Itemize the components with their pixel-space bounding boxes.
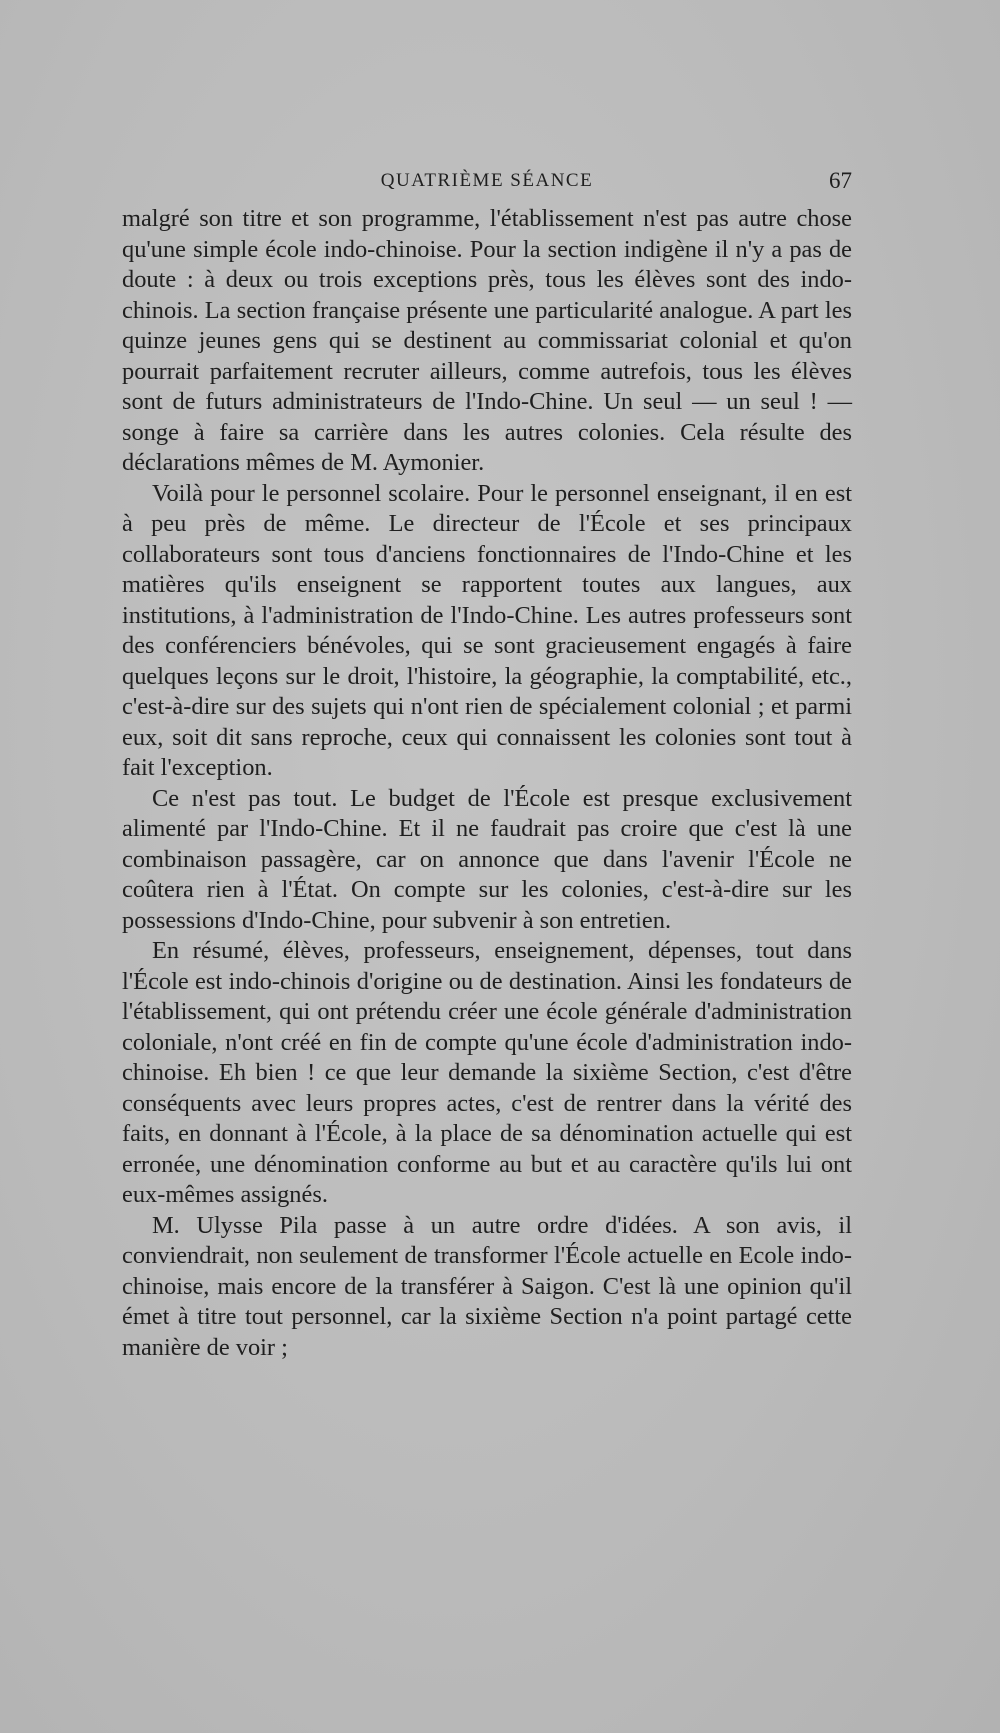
paragraph: Voilà pour le personnel scolaire. Pour le personnel enseignant, il en est à peu près de même. Le directeur de l'École et ses principaux collaborateurs sont tous d'anciens fonctionnaires de l'Indo-Chine et les matières qu'ils enseignent se rapportent toutes aux langues, aux institutions, à l'administration de l'Indo-Chine. Les autres professeurs sont des conférenciers bénévoles, qui se sont gracieusement engagés à faire quelques leçons sur le droit, l'histoire, la géographie, la comptabilité, etc., c'est-à-dire sur des sujets qui n'ont rien de spécialement colonial ; et parmi eux, soit dit sans reproche, ceux qui connaissent les colonies sont tout à fait l'exception. bbox=[122, 479, 852, 781]
running-head: QUATRIÈME SÉANCE bbox=[380, 170, 594, 191]
body-text bbox=[122, 204, 852, 1363]
page-number: 67 bbox=[829, 168, 852, 193]
paragraph: Ce n'est pas tout. Le budget de l'École est presque exclusivement alimenté par l'Indo-Chine. Et il ne faudrait pas croire que c'est là une combinaison passagère, car on annonce que dans l'avenir l'École ne coûtera rien à l'État. On compte sur les colonies, c'est-à-dire sur les possessions d'Indo-Chine, pour subvenir à son entretien. bbox=[122, 784, 852, 934]
paragraph: En résumé, élèves, professeurs, enseignement, dépenses, tout dans l'École est indo-chinois d'origine ou de destination. Ainsi les fondateurs de l'établissement, qui ont prétendu créer une école générale d'administration coloniale, n'ont créé en fin de compte qu'une école d'administration indo-chinoise. Eh bien ! ce que leur demande la sixième Section, c'est d'être conséquents avec leurs propres actes, c'est de rentrer dans la vérité des faits, en donnant à l'École, à la place de sa dénomination actuelle qui est erronée, une dénomination conforme au but et au caractère qu'ils lui ont eux-mêmes assignés. bbox=[122, 937, 852, 1208]
paragraph: M. Ulysse Pila passe à un autre ordre d'idées. A son avis, il conviendrait, non seulement de transformer l'École actuelle en Ecole indo-chinoise, mais encore de la transférer à Saigon. C'est là une opinion qu'il émet à titre tout personnel, car la sixième Section n'a point partagé cette manière de voir ; bbox=[122, 1211, 852, 1361]
page-header bbox=[122, 168, 852, 198]
paragraph: malgré son titre et son programme, l'établissement n'est pas autre chose qu'une simple école indo-chinoise. Pour la section indigène il n'y a pas de doute : à deux ou trois exceptions près, tous les élèves sont des indo-chinois. La section française présente une particularité analogue. A part les quinze jeunes gens qui se destinent au commissariat colonial et qu'on pourrait parfaitement recruter ailleurs, comme autrefois, tous les élèves sont de futurs administrateurs de l'Indo-Chine. Un seul — un seul ! — songe à faire sa carrière dans les autres colonies. Cela résulte des déclarations mêmes de M. Aymonier. bbox=[122, 205, 852, 476]
